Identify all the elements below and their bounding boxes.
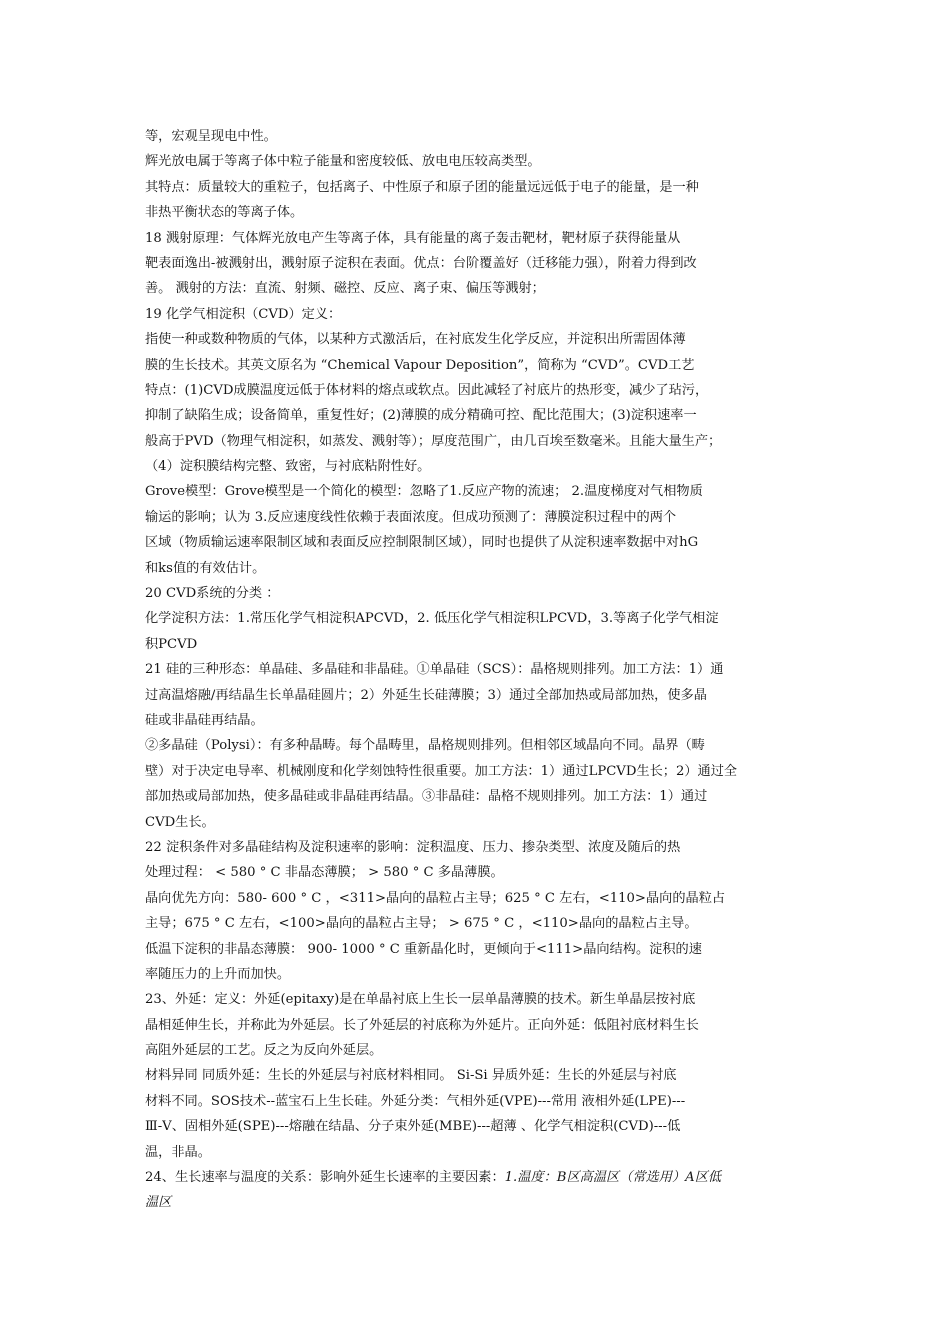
text-line: 化学淀积方法：1.常压化学气相淀积APCVD，2. 低压化学气相淀积LPCVD，3.等离子化学气相淀 — [145, 611, 719, 627]
text-line: 善。 溅射的方法：直流、射频、磁控、反应、离子束、偏压等溅射； — [145, 281, 545, 297]
text-line: 材料不同。SOS技术--蓝宝石上生长硅。外延分类：气相外延(VPE)---常用 液相外延(LPE)--- — [145, 1093, 686, 1109]
text-line: 23、外延：定义：外延(epitaxy)是在单晶衬底上生长一层单晶薄膜的技术。新生单晶层按衬底 — [145, 992, 696, 1008]
text-line: 24、生长速率与温度的关系：影响外延生长速率的主要因素：1.温度：B区高温区（常选用）A区低 — [145, 1170, 722, 1186]
text-line: ②多晶硅（Polysi）：有多种晶畴。每个晶畴里，晶格规则排列。但相邻区域晶向不同。晶界（畴 — [145, 738, 705, 754]
text-line: 部加热或局部加热，使多晶硅或非晶硅再结晶。③非晶硅：晶格不规则排列。加工方法：1）通过 — [145, 789, 708, 805]
text-line: （4）淀积膜结构完整、致密，与衬底粘附性好。 — [145, 459, 431, 475]
text-line: 硅或非晶硅再结晶。 — [145, 712, 264, 728]
text-line: 输运的影响；认为 3.反应速度线性依赖于表面浓度。但成功预测了：薄膜淀积过程中的两个 — [145, 509, 677, 525]
text-line: 区域（物质输运速率限制区域和表面反应控制限制区域），同时也提供了从淀积速率数据中对hG — [145, 535, 699, 551]
text-line: 高阻外延层的工艺。反之为反向外延层。 — [145, 1043, 383, 1059]
text-line: 辉光放电属于等离子体中粒子能量和密度较低、放电电压较高类型。 — [145, 154, 541, 170]
text-line: 膜的生长技术。其英文原名为 “Chemical Vapour Deposition”，简称为 “CVD”。CVD工艺 — [145, 357, 695, 373]
text-line: 温，非晶。 — [145, 1144, 211, 1160]
text-line: 等，宏观呈现电中性。 — [145, 129, 277, 144]
text-line: 18 溅射原理：气体辉光放电产生等离子体，具有能量的离子轰击靶材，靶材原子获得能量从 — [145, 230, 681, 246]
text-line: 抑制了缺陷生成；设备简单，重复性好；(2)薄膜的成分精确可控、配比范围大；(3)淀积速率一 — [145, 408, 697, 424]
text-line: 率随压力的上升而加快。 — [145, 966, 291, 982]
text-line: 20 CVD系统的分类 ： — [145, 586, 280, 602]
text-line: 处理过程： < 580 ° C 非晶态薄膜； > 580 ° C 多晶薄膜。 — [145, 865, 504, 881]
text-line: CVD生长。 — [145, 814, 215, 830]
text-line: 主导；675 ° C 左右，<100>晶向的晶粒占主导； > 675 ° C ，<110>晶向的晶粒占主导。 — [145, 916, 698, 932]
text-line: 温区 — [145, 1195, 172, 1211]
text-line: 21 硅的三种形态：单晶硅、多晶硅和非晶硅。①单晶硅（SCS）：晶格规则排列。加工方法：1）通 — [145, 662, 724, 678]
text-line: 积PCVD — [145, 636, 198, 652]
text-line: 晶相延伸生长，并称此为外延层。长了外延层的衬底称为外延片。正向外延：低阻衬底材料生长 — [145, 1017, 699, 1033]
text-line: 靶表面逸出-被溅射出，溅射原子淀积在表面。优点：台阶覆盖好（迁移能力强），附着力得到改 — [145, 255, 697, 271]
text-line: 19 化学气相淀积（CVD）定义： — [145, 306, 342, 322]
text-line: 过高温熔融/再结晶生长单晶硅圆片；2）外延生长硅薄膜；3）通过全部加热或局部加热，使多晶 — [145, 687, 707, 703]
text-line: 壁）对于决定电导率、机械刚度和化学刻蚀特性很重要。加工方法：1）通过LPCVD生长；2）通过全 — [145, 763, 738, 779]
text-line: 材料异同 同质外延：生长的外延层与衬底材料相同。 Si-Si 异质外延：生长的外延层与衬底 — [145, 1068, 677, 1084]
text-line: 22 淀积条件对多晶硅结构及淀积速率的影响：淀积温度、压力、掺杂类型、浓度及随后的热 — [145, 839, 681, 855]
text-line: 特点：(1)CVD成膜温度远低于体材料的熔点或软点。因此减轻了衬底片的热形变，减少了玷污， — [145, 382, 709, 398]
text-line: 指使一种或数种物质的气体，以某种方式激活后，在衬底发生化学反应，并淀积出所需固体薄 — [145, 332, 686, 348]
text-line: 般高于PVD（物理气相淀积，如蒸发、溅射等）；厚度范围广，由几百埃至数毫米。且能大量生产； — [145, 433, 722, 449]
italic-text: 1.温度：B区高温区（常选用）A区低 — [504, 1170, 722, 1186]
text-line: 低温下淀积的非晶态薄膜： 900- 1000 ° C 重新晶化时，更倾向于<111>晶向结构。淀积的速 — [145, 941, 702, 957]
document-page — [145, 124, 815, 1216]
text-line: 和ks值的有效估计。 — [145, 560, 266, 576]
text-line: Ⅲ-Ⅴ、固相外延(SPE)---熔融在结晶、分子束外延(MBE)---超薄 、化学气相淀积(CVD)---低 — [145, 1119, 681, 1135]
text-line: Grove模型：Grove模型是一个简化的模型：忽略了1.反应产物的流速； 2.温度梯度对气相物质 — [145, 484, 703, 500]
text-line: 晶向优先方向：580- 600 ° C ，<311>晶向的晶粒占主导；625 ° C 左右，<110>晶向的晶粒占 — [145, 890, 726, 906]
text-line: 其特点：质量较大的重粒子，包括离子、中性原子和原子团的能量远远低于电子的能量，是一种 — [145, 179, 699, 195]
text-line: 非热平衡状态的等离子体。 — [145, 205, 304, 221]
